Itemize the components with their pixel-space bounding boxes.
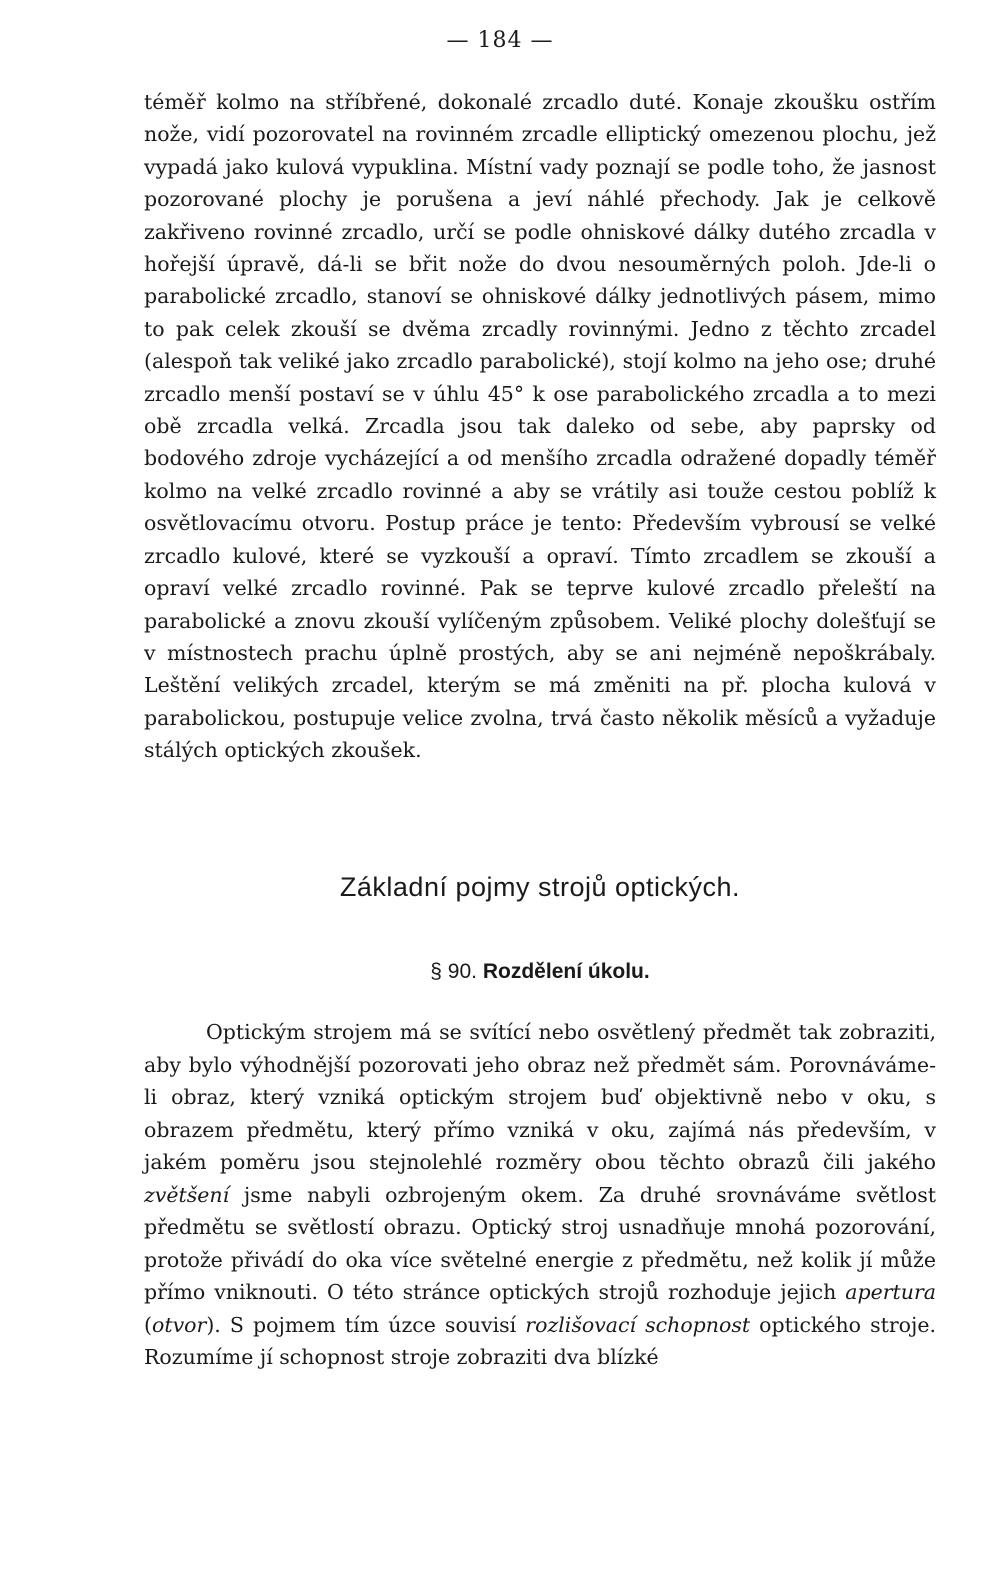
paragraph-text: Optickým strojem má se svítící nebo osvětlený předmět tak zobraziti, aby bylo výhodnější pozorovati jeho obraz než předmět sám. Porovnáváme-li obraz, který vzniká optickým strojem buď objektivně nebo v oku, s obrazem předmětu, který přímo vzniká v oku, zajímá nás především, v jakém poměru jsou stejnolehlé rozměry obou těchto obrazů čili jakého xyxy=(144,1020,936,1174)
paragraph-text: optického stroje. Rozumíme jí schopnost stroje zobraziti dva blízké xyxy=(144,1312,937,1369)
emphasis-term: zvětšení xyxy=(144,1182,230,1207)
subsection-number: § 90. xyxy=(430,960,478,983)
paragraph-mirror-testing: téměř kolmo na stříbřené, dokonalé zrcadlo duté. Konaje zkoušku ostřím nože, vidí pozorovatel na rovinném zrcadle elliptický omezenou plochu, jež vypadá jako kulová vypuklina. Místní vady poznají se podle toho, že jasnost pozorované plochy je porušena a jeví náhlé přechody. Jak je celkově zakřiveno rovinné zrcadlo, určí se podle ohniskové dálky dutého zrcadla v hořejší úpravě, dá-li se břit nože do dvou nesouměrných poloh. Jde-li o parabolické zrcadlo, stanoví se ohniskové dálky jednotlivých pásem, mimo to pak celek zkouší se dvěma zrcadly rovinnými. Jedno z těchto zrcadel (alespoň tak veliké jako zrcadlo parabolické), stojí kolmo na jeho ose; druhé zrcadlo menší postaví se v úhlu 45° k ose parabolického zrcadla a to mezi obě zrcadla velká. Zrcadla jsou tak daleko od sebe, aby paprsky od bodového zdroje vycházející a od menšího zrcadla odražené dopadly téměř kolmo na velké zrcadlo rovinné a aby se vrátily asi touže cestou poblíž k osvětlovacímu otvoru. Postup práce je tento: Především vybrousí se velké zrcadlo kulové, které se vyzkouší a opraví. Tímto zrcadlem se zkouší a opraví velké zrcadlo rovinné. Pak se teprve kulové zrcadlo přeleští na parabolické a znovu zkouší vylíčeným způsobem. Veliké plochy dolešťují se v místnostech prachu úplně prostých, aby se ani nejméně nepoškrábaly. Leštění velikých zrcadel, kterým se má změniti na př. plocha kulová v parabolickou, postupuje velice zvolna, trvá často několik měsíců a vyžaduje stálých optických zkoušek. xyxy=(144,90,936,763)
page-number: — 184 — xyxy=(446,28,554,53)
emphasis-term: rozlišovací schopnost xyxy=(525,1312,751,1337)
paragraph-task-division xyxy=(144,1016,936,1374)
subsection-title: Rozdělení úkolu. xyxy=(482,960,650,983)
section-heading: Základní pojmy strojů optických. xyxy=(339,872,741,902)
paragraph-text: ). S pojmem tím úzce souvisí xyxy=(206,1312,526,1337)
emphasis-term: otvor xyxy=(152,1312,207,1337)
emphasis-term: apertura xyxy=(845,1280,936,1304)
paragraph-text: ( xyxy=(144,1312,152,1337)
subsection-heading xyxy=(0,960,1000,984)
paragraph-text: jsme nabyli ozbrojeným okem. Za druhé srovnáváme světlost předmětu se světlostí obrazu. Optický stroj usnadňuje mnohá pozorování, protože přivádí do oka více světelné energie z předmětu, než kolik jí může přímo vniknouti. O této stránce optických strojů rozhoduje jejich xyxy=(144,1182,936,1304)
